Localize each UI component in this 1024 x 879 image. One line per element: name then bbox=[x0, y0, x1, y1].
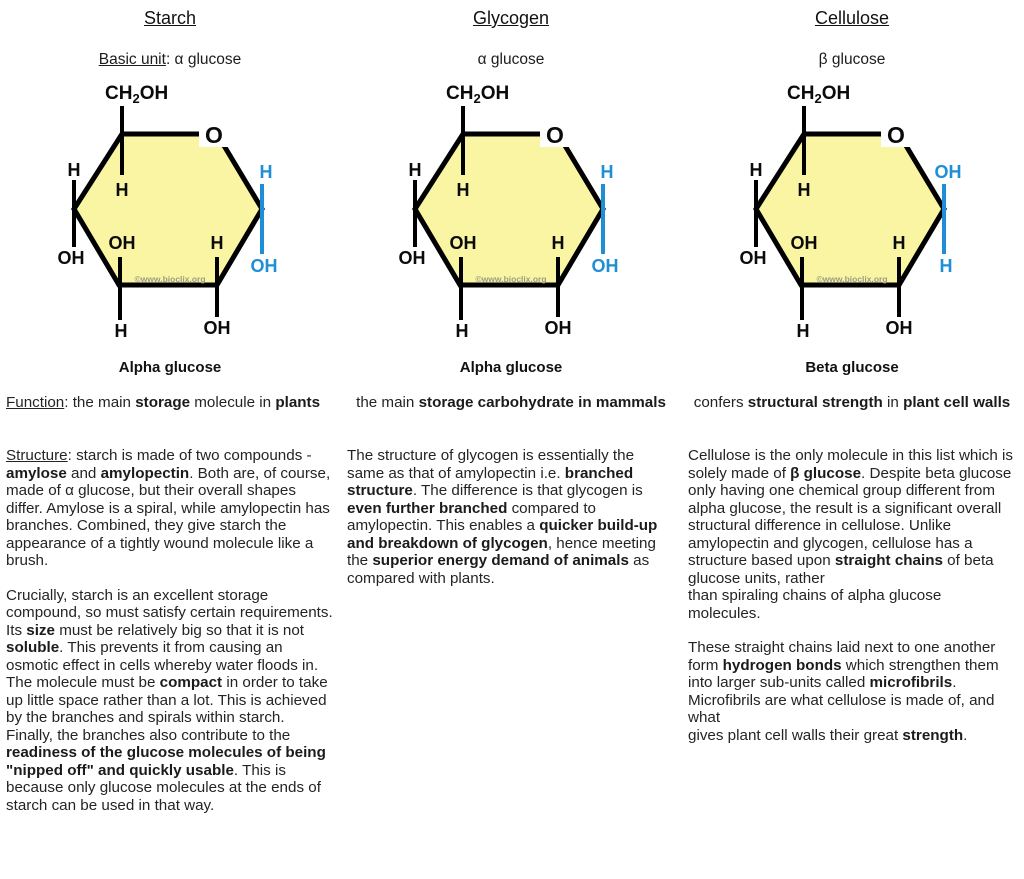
blue-substituent-top-label: H bbox=[600, 162, 614, 182]
ch2oh-label: $CH_2OH$ bbox=[446, 83, 510, 106]
structure-paragraph: Structure: starch is made of two compounds - amylose and amylopectin. Both are, of course, made of α glucose, but their overall shapes differ. Amylose is a spiral, while amylopectin has branches. Combined, they give starch the appearance of a tightly wound molecule like a brush. bbox=[6, 447, 331, 569]
oh-bottom-outer-label: OH bbox=[885, 318, 913, 338]
polysaccharide-column bbox=[341, 0, 682, 879]
oxygen-label: O bbox=[887, 122, 905, 148]
diagram-caption: Alpha glucose bbox=[118, 359, 222, 376]
hexagon-ring bbox=[756, 134, 944, 285]
polysaccharide-column bbox=[682, 0, 1023, 879]
diagram-caption: Alpha glucose bbox=[459, 359, 563, 376]
watermark-text: ©www.bioclix.org bbox=[134, 274, 206, 284]
glucose-molecule-svg bbox=[39, 77, 301, 345]
h-bottom-outer-label: H bbox=[455, 321, 469, 341]
h-inner-top-label: H bbox=[797, 180, 811, 200]
h-inner-right-label: H bbox=[551, 233, 565, 253]
oh-bottom-outer-label: OH bbox=[203, 318, 231, 338]
ch2oh-label: $CH_2OH$ bbox=[105, 83, 169, 106]
h-left-outer-label: H bbox=[749, 160, 763, 180]
h-inner-top-label: H bbox=[115, 180, 129, 200]
polysaccharide-column bbox=[0, 0, 341, 879]
oxygen-label: O bbox=[205, 122, 223, 148]
blue-substituent-bottom-label: OH bbox=[591, 256, 619, 276]
structure-paragraph: These straight chains laid next to one another form hydrogen bonds which strengthen them into larger sub-units called microfibrils. Microfibrils are what cellulose is made of, and what gives plant cell walls their great strength. bbox=[688, 639, 999, 744]
oxygen-label: O bbox=[546, 122, 564, 148]
column-title: Glycogen bbox=[472, 8, 550, 28]
hexagon-ring bbox=[74, 134, 262, 285]
oh-left-outer-label: OH bbox=[398, 248, 426, 268]
structure-paragraphs bbox=[688, 447, 1016, 744]
watermark-text: ©www.bioclix.org bbox=[475, 274, 547, 284]
oh-inner-label: OH bbox=[790, 233, 818, 253]
structure-paragraph: Cellulose is the only molecule in this list which is solely made of β glucose. Despite beta glucose only having one chemical group different from alpha glucose, the result is a significant overall structural difference in cellulose. Unlike amylopectin and glycogen, cellulose has a structure based upon straight chains of beta glucose units, rather than spiraling chains of alpha glucose molecules. bbox=[688, 447, 1013, 622]
blue-substituent-top-label: H bbox=[259, 162, 273, 182]
h-inner-right-label: H bbox=[892, 233, 906, 253]
column-title: Cellulose bbox=[814, 8, 890, 28]
blue-substituent-bottom-label: OH bbox=[250, 256, 278, 276]
function-text: Function: the main storage molecule in plants bbox=[6, 394, 321, 411]
structure-paragraph: The structure of glycogen is essentially the same as that of amylopectin i.e. branched structure. The difference is that glycogen is even further branched compared to amylopectin. This enables a quicker build-up and breakdown of glycogen, hence meeting the superior energy demand of animals as compared with plants. bbox=[347, 447, 658, 587]
oh-inner-label: OH bbox=[449, 233, 477, 253]
basic-unit-label: Basic unit: α glucose bbox=[98, 51, 242, 68]
h-bottom-outer-label: H bbox=[114, 321, 128, 341]
glucose-ring-diagram bbox=[6, 77, 334, 347]
basic-unit-label: α glucose bbox=[477, 51, 545, 68]
oh-bottom-outer-label: OH bbox=[544, 318, 572, 338]
h-inner-top-label: H bbox=[456, 180, 470, 200]
column-title: Starch bbox=[143, 8, 197, 28]
oh-left-outer-label: OH bbox=[739, 248, 767, 268]
hexagon-ring bbox=[415, 134, 603, 285]
h-bottom-outer-label: H bbox=[796, 321, 810, 341]
glucose-molecule-svg bbox=[721, 77, 983, 345]
oh-inner-label: OH bbox=[108, 233, 136, 253]
structure-paragraphs bbox=[347, 447, 675, 587]
structure-paragraph: Crucially, starch is an excellent storage compound, so must satisfy certain requirements. Its size must be relatively big so that it is not soluble. This prevents it from causing an osmotic effect in cells whereby water floods in. The molecule must be compact in order to take up little space rather than a lot. This is achieved by the branches and spirals within starch. Finally, the branches also contribute to the readiness of the glucose molecules of being "nipped off" and quickly usable. This is because only glucose molecules at the ends of starch can be used in that way. bbox=[6, 586, 333, 814]
structure-paragraphs bbox=[6, 447, 334, 814]
blue-substituent-bottom-label: H bbox=[939, 256, 953, 276]
ch2oh-label: $CH_2OH$ bbox=[787, 83, 851, 106]
basic-unit-label: β glucose bbox=[818, 51, 886, 68]
diagram-caption: Beta glucose bbox=[805, 359, 899, 376]
function-text: the main storage carbohydrate in mammals bbox=[356, 394, 666, 411]
function-text: confers structural strength in plant cell walls bbox=[693, 394, 1011, 411]
glucose-ring-diagram bbox=[347, 77, 675, 347]
h-inner-right-label: H bbox=[210, 233, 224, 253]
glucose-molecule-svg bbox=[380, 77, 642, 345]
blue-substituent-top-label: OH bbox=[934, 162, 962, 182]
h-left-outer-label: H bbox=[408, 160, 422, 180]
watermark-text: ©www.bioclix.org bbox=[816, 274, 888, 284]
oh-left-outer-label: OH bbox=[57, 248, 85, 268]
h-left-outer-label: H bbox=[67, 160, 81, 180]
glucose-ring-diagram bbox=[688, 77, 1016, 347]
